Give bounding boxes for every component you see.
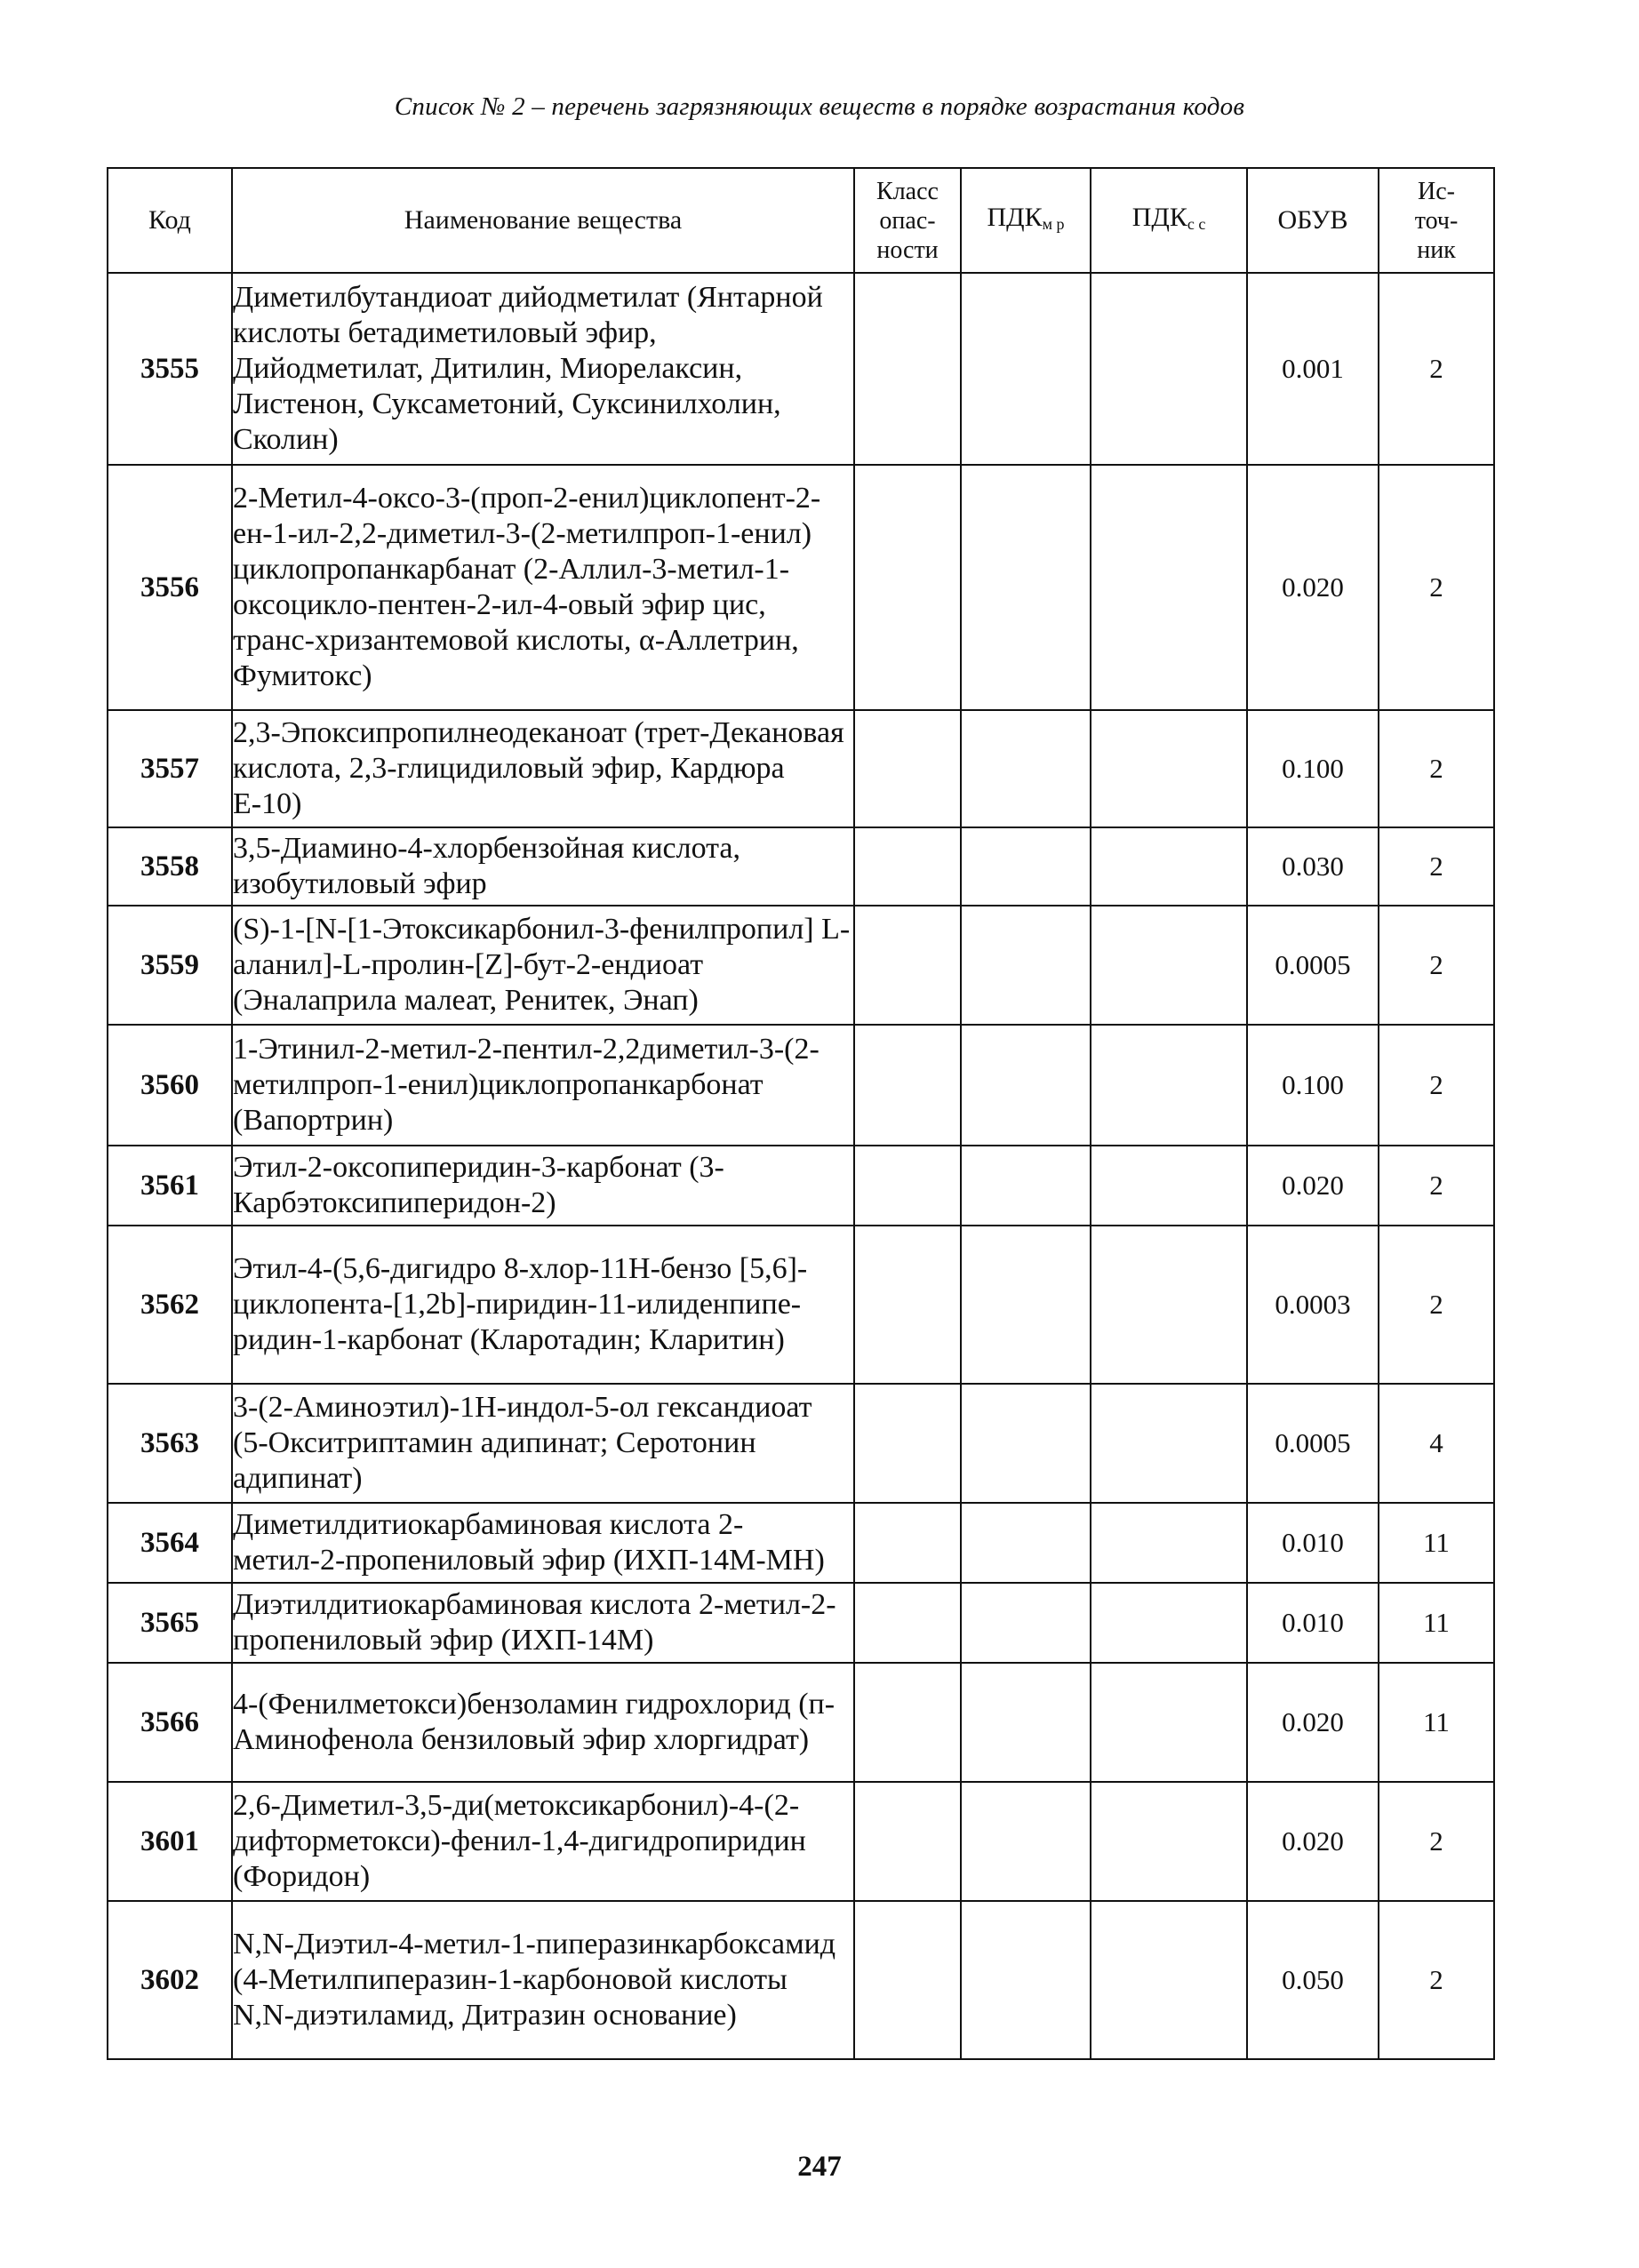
cell-pdk-mr: [961, 1146, 1091, 1226]
table-row: [108, 1146, 1494, 1226]
table-row: [108, 1025, 1494, 1146]
cell-pdk-ss: [1091, 1384, 1247, 1503]
cell-pdk-mr: [961, 1226, 1091, 1384]
cell-code: 3564: [108, 1503, 232, 1583]
cell-name: 2,6-Диметил-3,5-ди(метоксикарбонил)-4-(2-дифторметокси)-фенил-1,4-дигидропиридин (Форидон): [232, 1782, 854, 1901]
cell-obuv: 0.0005: [1247, 1384, 1379, 1503]
cell-source: 2: [1379, 1226, 1494, 1384]
cell-pdk-ss: [1091, 465, 1247, 710]
cell-pdk-ss: [1091, 1901, 1247, 2059]
cell-name: (S)-1-[N-[1-Этоксикарбонил-3-фенилпропил] L-аланил]-L-пролин-[Z]-бут-2-ендиоат (Эналаприла малеат, Ренитек, Энап): [232, 906, 854, 1025]
cell-hazard-class: [854, 273, 961, 465]
cell-name: 3-(2-Аминоэтил)-1Н-индол-5-ол гександиоат (5-Окситриптамин адипинат; Серотонин адипинат): [232, 1384, 854, 1503]
cell-name: 2-Метил-4-оксо-3-(проп-2-енил)циклопент-2-ен-1-ил-2,2-диметил-3-(2-метилпроп-1-енил) циклопропанкарбанат (2-Аллил-3-метил-1-оксоцикло-пентен-2-ил-4-овый эфир цис, транс-хризантемовой кислоты, α-Аллетрин, Фумитокс): [232, 465, 854, 710]
cell-obuv: 0.001: [1247, 273, 1379, 465]
cell-hazard-class: [854, 465, 961, 710]
cell-pdk-ss: [1091, 1583, 1247, 1663]
table-row: [108, 827, 1494, 906]
table-row: [108, 1384, 1494, 1503]
cell-obuv: 0.100: [1247, 710, 1379, 827]
cell-source: 2: [1379, 465, 1494, 710]
cell-source: 11: [1379, 1663, 1494, 1782]
cell-pdk-ss: [1091, 1503, 1247, 1583]
header-pdk-mr-label: ПДК: [987, 202, 1043, 232]
cell-hazard-class: [854, 906, 961, 1025]
cell-pdk-mr: [961, 906, 1091, 1025]
cell-obuv: 0.0003: [1247, 1226, 1379, 1384]
header-hazard-class: Класс опас- ности: [854, 168, 961, 273]
cell-pdk-mr: [961, 1782, 1091, 1901]
cell-code: 3563: [108, 1384, 232, 1503]
page-title: Список № 2 – перечень загрязняющих веществ в порядке возрастания кодов: [394, 92, 1245, 121]
table-row: [108, 273, 1494, 465]
header-pdk-ss-sub: с с: [1187, 214, 1206, 233]
cell-hazard-class: [854, 1503, 961, 1583]
cell-name: Диметилдитиокарбаминовая кислота 2-метил-2-пропениловый эфир (ИХП-14М-МН): [232, 1503, 854, 1583]
cell-source: 2: [1379, 1025, 1494, 1146]
cell-pdk-ss: [1091, 906, 1247, 1025]
cell-name: Этил-4-(5,6-дигидро 8-хлор-11Н-бензо [5,6]-циклопента-[1,2b]-пиридин-11-илиденпипе-ридин-1-карбонат (Кларотадин; Кларитин): [232, 1226, 854, 1384]
cell-obuv: 0.020: [1247, 1663, 1379, 1782]
cell-obuv: 0.020: [1247, 465, 1379, 710]
cell-pdk-ss: [1091, 827, 1247, 906]
cell-pdk-mr: [961, 465, 1091, 710]
cell-pdk-ss: [1091, 1782, 1247, 1901]
cell-hazard-class: [854, 1025, 961, 1146]
cell-code: 3556: [108, 465, 232, 710]
cell-code: 3566: [108, 1663, 232, 1782]
header-name: Наименование вещества: [232, 168, 854, 273]
cell-obuv: 0.020: [1247, 1782, 1379, 1901]
cell-obuv: 0.010: [1247, 1503, 1379, 1583]
cell-name: Диметилбутандиоат дийодметилат (Янтарной кислоты бетадиметиловый эфир, Дийодметилат, Дитилин, Миорелаксин, Листенон, Суксаметоний, Суксинилхолин, Сколин): [232, 273, 854, 465]
cell-source: 2: [1379, 1782, 1494, 1901]
cell-name: N,N-Диэтил-4-метил-1-пиперазинкарбоксамид (4-Метилпиперазин-1-карбоновой кислоты N,N-диэтиламид, Дитразин основание): [232, 1901, 854, 2059]
table-row: [108, 1901, 1494, 2059]
header-pdk-ss-label: ПДК: [1131, 202, 1187, 232]
cell-hazard-class: [854, 1384, 961, 1503]
table-row: [108, 1226, 1494, 1384]
table-row: [108, 1663, 1494, 1782]
cell-pdk-ss: [1091, 710, 1247, 827]
header-obuv: ОБУВ: [1247, 168, 1379, 273]
cell-pdk-ss: [1091, 1663, 1247, 1782]
cell-pdk-mr: [961, 1901, 1091, 2059]
cell-hazard-class: [854, 827, 961, 906]
cell-source: 4: [1379, 1384, 1494, 1503]
cell-code: 3558: [108, 827, 232, 906]
substances-table: [107, 167, 1495, 2060]
cell-pdk-ss: [1091, 1146, 1247, 1226]
table-row: [108, 465, 1494, 710]
cell-name: 1-Этинил-2-метил-2-пентил-2,2диметил-3-(2-метилпроп-1-енил)циклопропанкарбонат (Вапортрин): [232, 1025, 854, 1146]
cell-code: 3565: [108, 1583, 232, 1663]
cell-obuv: 0.050: [1247, 1901, 1379, 2059]
cell-hazard-class: [854, 1583, 961, 1663]
cell-pdk-mr: [961, 1384, 1091, 1503]
cell-source: 2: [1379, 1901, 1494, 2059]
cell-obuv: 0.020: [1247, 1146, 1379, 1226]
cell-hazard-class: [854, 1146, 961, 1226]
cell-pdk-mr: [961, 827, 1091, 906]
header-code: Код: [108, 168, 232, 273]
cell-obuv: 0.0005: [1247, 906, 1379, 1025]
cell-pdk-mr: [961, 710, 1091, 827]
header-source: Ис- точ- ник: [1379, 168, 1494, 273]
cell-name: 4-(Фенилметокси)бензоламин гидрохлорид (п-Аминофенола бензиловый эфир хлоргидрат): [232, 1663, 854, 1782]
cell-code: 3557: [108, 710, 232, 827]
cell-hazard-class: [854, 710, 961, 827]
cell-pdk-mr: [961, 1025, 1091, 1146]
cell-pdk-ss: [1091, 273, 1247, 465]
table-row: [108, 906, 1494, 1025]
cell-code: 3561: [108, 1146, 232, 1226]
table-row: [108, 710, 1494, 827]
cell-pdk-mr: [961, 1503, 1091, 1583]
cell-source: 2: [1379, 273, 1494, 465]
cell-source: 11: [1379, 1503, 1494, 1583]
cell-name: Диэтилдитиокарбаминовая кислота 2-метил-2-пропениловый эфир (ИХП-14М): [232, 1583, 854, 1663]
cell-obuv: 0.100: [1247, 1025, 1379, 1146]
page-number: 247: [797, 2151, 842, 2183]
cell-obuv: 0.030: [1247, 827, 1379, 906]
cell-source: 11: [1379, 1583, 1494, 1663]
cell-code: 3601: [108, 1782, 232, 1901]
cell-pdk-ss: [1091, 1226, 1247, 1384]
header-row: [108, 168, 1494, 273]
cell-pdk-ss: [1091, 1025, 1247, 1146]
cell-code: 3559: [108, 906, 232, 1025]
cell-pdk-mr: [961, 1663, 1091, 1782]
cell-source: 2: [1379, 827, 1494, 906]
cell-hazard-class: [854, 1901, 961, 2059]
header-pdk-mr-sub: м р: [1042, 214, 1065, 233]
cell-source: 2: [1379, 1146, 1494, 1226]
cell-code: 3555: [108, 273, 232, 465]
cell-code: 3562: [108, 1226, 232, 1384]
cell-pdk-mr: [961, 1583, 1091, 1663]
cell-hazard-class: [854, 1782, 961, 1901]
cell-code: 3602: [108, 1901, 232, 2059]
cell-pdk-mr: [961, 273, 1091, 465]
cell-source: 2: [1379, 710, 1494, 827]
cell-name: 3,5-Диамино-4-хлорбензойная кислота, изобутиловый эфир: [232, 827, 854, 906]
cell-obuv: 0.010: [1247, 1583, 1379, 1663]
cell-source: 2: [1379, 906, 1494, 1025]
table-row: [108, 1782, 1494, 1901]
header-pdk-mr: [961, 168, 1091, 273]
cell-code: 3560: [108, 1025, 232, 1146]
cell-hazard-class: [854, 1226, 961, 1384]
header-pdk-ss: [1091, 168, 1247, 273]
cell-name: Этил-2-оксопиперидин-3-карбонат (3-Карбэтоксипиперидон-2): [232, 1146, 854, 1226]
cell-name: 2,3-Эпоксипропилнеодеканоат (трет-Декановая кислота, 2,3-глицидиловый эфир, Кардюра Е-10): [232, 710, 854, 827]
table-row: [108, 1583, 1494, 1663]
cell-hazard-class: [854, 1663, 961, 1782]
table-row: [108, 1503, 1494, 1583]
